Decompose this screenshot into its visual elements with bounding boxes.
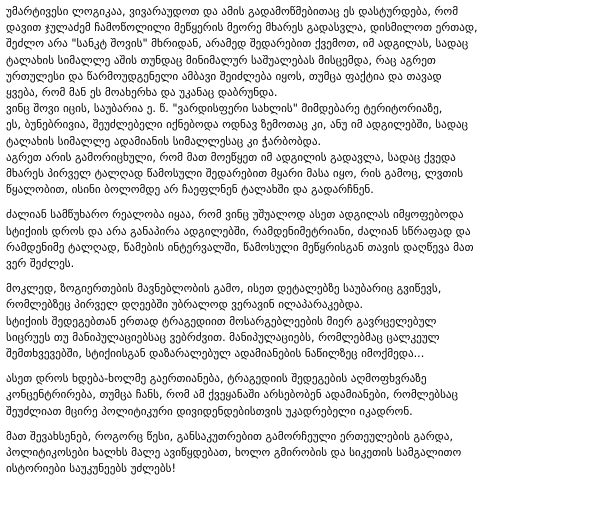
text-line: ვინც შოვი იცის, საუბარია ე. წ. "ვარდისფერი სახლის" მიმდებარე ტერიტორიაზე, xyxy=(6,102,443,116)
text-line: მათ შევახსენებ, როგორც წესი, განსაკუთრებით გამორჩეული ერთეულების გარდა, xyxy=(6,429,454,443)
text-line: ტალახის სიმალლე ადამიანის სიმალლესაც კი ჭარბობდა. xyxy=(6,134,322,148)
text-line: სტიქიის დროს და არა განაპირა ადგილებში, რამდენიმეტრიანი, ძალიან სწრაფად და xyxy=(6,224,471,238)
paragraph xyxy=(6,281,592,362)
text-line: მხარეს პირველ ტალღად წამოსული შედარებით მყარი მასა იყო, რის გამოც, ლვთის xyxy=(6,167,464,181)
text-line: ეს, ბუნებრივია, შეუძლებელი იქნებოდა ოდნავ ზემოთაც კი, ანუ იმ ადგილებში, სადაც xyxy=(6,118,469,132)
paragraph-spacer xyxy=(6,198,592,207)
text-line: ყვება, რომ მან ეს მოახერხა და უკანაც დაბრუნდა. xyxy=(6,86,278,100)
text-line: წყალობით, ისინი ბოლომდე არ ჩაეფლნენ ტალახში და გადარჩნენ. xyxy=(6,183,374,197)
text-line: შემთხვევებში, სტიქიისგან დაზარალებულ ადამიანების ნაწილზეც იმოქმედა... xyxy=(6,347,425,361)
text-line: ვერ შეძლეს. xyxy=(6,257,75,271)
text-line: სტიქიის შედეგებთან ერთად ტრაგედიით მოსარგებლეების მიერ გავრცელებულ xyxy=(6,314,437,328)
paragraph xyxy=(6,4,592,198)
paragraph xyxy=(6,207,592,272)
text-line: დავით ჯულაძემ ჩამოწოლილი მეწყერის მეორე მხარეს გადასვლა, დისმილოთ ერთად, xyxy=(6,21,478,35)
text-line: ასეთ დროს ხდება-ხოლმე გაერთიანება, ტრაგედიის შედეგების აღმოფხვრაზე xyxy=(6,372,427,386)
paragraph xyxy=(6,429,592,478)
text-line: რამდენიმე ტალღად, წამების ინტერვალში, წამოსული მეწყრისგან თავის დაღწევა მათ xyxy=(6,240,474,254)
paragraph-spacer xyxy=(6,420,592,429)
text-line: ისტორიები საუკუნეებს უძლებს! xyxy=(6,462,176,476)
text-line: ძალიან სამწუხარო რეალობა იყაა, რომ ვინც უშუალოდ ასეთ ადგილას იმყოფებოდა xyxy=(6,208,464,222)
paragraph xyxy=(6,371,592,420)
text-line: აგრეთ არის გამორიცხული, რომ მათ მოეწყეთ იმ ადგილის გადავლა, სადაც ქვედა xyxy=(6,150,456,164)
text-line: ურთულესი და წარმოუდგენელი ამბავი შეიძლება იყოს, თუმცა ფაქტია და თავად xyxy=(6,69,442,83)
text-line: სიცრუეს თუ მანიპულაციებსაც ვებრძვით. მანიპულაციებს, რომლებმაც ცალკეულ xyxy=(6,330,440,344)
text-line: უმარტივესი ლოგიკაა, ვივარაუდოთ და ამის გადამოწმებითაც ეს დასტურდება, რომ xyxy=(6,5,459,18)
paragraph-spacer xyxy=(6,362,592,371)
text-line: მოკლედ, ზოგიერთების მავნებლობის გამო, ისეთ დეტალებზე საუბარიც გვიწევს, xyxy=(6,282,442,296)
text-line: ტალახის სიმალლე აშის თუნდაც მინიმალურ საშუალებას მისცემდა, რაც აგრეთ xyxy=(6,53,436,67)
text-line: შეძლო არა "სანკტ შოვის" მხრიდან, არამედ შედარებით ქვემოთ, იმ ადგილას, სადაც xyxy=(6,37,469,51)
text-line: კონცენტრირება, თუმცა ჩანს, რომ ამ ქვეყანაში არსებობენ ადამიანები, რომლებსაც xyxy=(6,388,458,402)
paragraph-spacer xyxy=(6,272,592,281)
text-line: პოლიტიკოსები ხალხს მალე ავიწყდებათ, ხოლო გმირობის და სიკეთის სამგალითო xyxy=(6,446,462,460)
text-line: რომლებზეც პირველ დღეებში უბრალოდ ვერავინ ილაპარაკებდა. xyxy=(6,298,364,312)
text-line: შეუძლიათ მცირე პოლიტიკური დივიდენდებისთვის უკადრებელი იკადრონ. xyxy=(6,404,413,418)
